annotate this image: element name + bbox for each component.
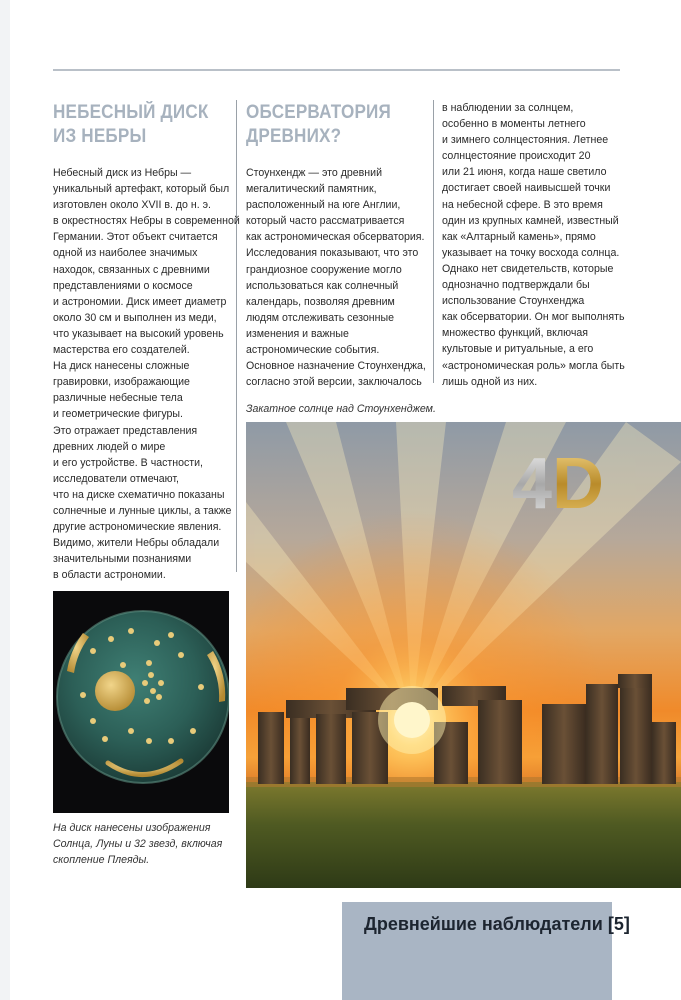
nebra-paragraph	[53, 165, 240, 583]
text-line: На диск нанесены сложные	[53, 360, 190, 373]
text-line: Видимо, жители Небры обладали	[53, 537, 220, 550]
text-line: использоваться как солнечный	[246, 279, 399, 292]
text-line: использование Стоунхенджа	[442, 295, 585, 308]
stonehenge-caption: Закатное солнце над Стоунхенджем.	[246, 403, 436, 415]
stonehenge-photo	[246, 422, 681, 888]
text-line: изменения и важные	[246, 327, 349, 340]
observatory-heading	[246, 101, 391, 149]
text-line: представлениями о космосе	[53, 279, 193, 292]
text-line: как астрономическая обсерватория.	[246, 231, 425, 244]
text-line: Стоунхендж — это древний	[246, 167, 382, 179]
text-line: различные небесные тела	[53, 392, 183, 405]
text-line: другие астрономические явления.	[53, 521, 222, 534]
heading-line: НЕБЕСНЫЙ ДИСК	[53, 102, 209, 123]
text-line: Исследования показывают, что это	[246, 247, 419, 260]
text-line: «астрономическая роль» могла быть	[442, 359, 625, 372]
text-line: лишь одной из них.	[442, 375, 538, 388]
4d-logo-4: 4	[512, 444, 547, 524]
stonehenge-paragraph-continued	[442, 100, 625, 390]
text-line: расположенный на юге Англии,	[246, 199, 401, 212]
text-line: солнечные и лунные циклы, а также	[53, 504, 232, 517]
text-line: и зимнего солнцестояния. Летнее	[442, 134, 609, 147]
text-line: мегалитический памятник,	[246, 183, 377, 196]
heading-line: ОБСЕРВАТОРИЯ	[246, 102, 391, 123]
page-number: [5]	[607, 914, 630, 934]
text-line: Однако нет свидетельств, которые	[442, 262, 614, 275]
text-line: особенно в моменты летнего	[442, 118, 586, 131]
stonehenge-sunset-illustration	[246, 422, 681, 888]
text-line: достигает своей наивысшей точки	[442, 182, 611, 195]
column-divider-right	[433, 100, 434, 383]
text-line: в наблюдении за солнцем,	[442, 102, 574, 114]
page-edge-strip	[0, 0, 10, 1000]
nebra-disk-photo	[53, 591, 229, 813]
text-line: что на диске схематично показаны	[53, 488, 225, 501]
text-line: На диск нанесены изображения	[53, 822, 211, 834]
text-line: в области астрономии.	[53, 569, 166, 582]
nebra-heading	[53, 101, 209, 149]
text-line: одной из наиболее значимых	[53, 247, 198, 260]
text-line: как обсерватории. Он мог выполнять	[442, 311, 625, 324]
section-title: Древнейшие наблюдатели	[364, 914, 603, 934]
text-line: и геометрические фигуры.	[53, 408, 183, 421]
nebra-photo-caption	[53, 820, 222, 868]
text-line: гравировки, изображающие	[53, 376, 190, 389]
text-line: на небесной сфере. В это время	[442, 198, 603, 211]
text-line: грандиозное сооружение могло	[246, 263, 402, 276]
text-line: исследователи отмечают,	[53, 472, 179, 485]
text-line: один из крупных камней, известный	[442, 214, 619, 227]
top-rule	[53, 69, 620, 71]
text-line: Солнца, Луны и 32 звезд, включая	[53, 838, 223, 850]
text-line: Это отражает представления	[53, 424, 198, 437]
text-line: скопление Плеяды.	[53, 854, 150, 866]
nebra-disk-illustration	[53, 591, 229, 813]
stonehenge-paragraph	[246, 165, 426, 390]
text-line: древних людей о мире	[53, 440, 166, 453]
text-line: мастерства его создателей.	[53, 344, 190, 357]
text-line: Небесный диск из Небры —	[53, 167, 192, 179]
text-line: календарь, позволяя древним	[246, 295, 395, 308]
text-line: однозначно подтверждали бы	[442, 279, 590, 292]
4d-logo-d: D	[552, 444, 604, 524]
text-line: Основное назначение Стоунхенджа,	[246, 360, 426, 373]
footer-section-box	[342, 902, 630, 1000]
4d-logo	[512, 444, 604, 524]
text-line: астрономические события.	[246, 344, 380, 357]
text-line: солнцестояние происходит 20	[442, 150, 591, 163]
text-line: около 30 см и выполнен из меди,	[53, 311, 217, 324]
text-line: Германии. Этот объект считается	[53, 231, 218, 244]
text-line: в окрестностях Небры в современной	[53, 215, 240, 228]
text-line: множество функций, включая	[442, 327, 588, 340]
text-line: который часто рассматривается	[246, 215, 405, 228]
text-line: изготовлен около XVII в. до н. э.	[53, 199, 211, 212]
text-line: и астрономии. Диск имеет диаметр	[53, 295, 227, 308]
text-line: согласно этой версии, заключалось	[246, 376, 422, 389]
heading-line: ДРЕВНИХ?	[246, 126, 342, 147]
text-line: или 21 июня, когда наше светило	[442, 166, 607, 179]
text-line: что указывает на высокий уровень	[53, 327, 224, 340]
heading-line: ИЗ НЕБРЫ	[53, 126, 147, 147]
text-line: людям отслеживать сезонные	[246, 311, 394, 324]
text-line: уникальный артефакт, который был	[53, 183, 230, 196]
text-line: культовые и ритуальные, а его	[442, 343, 594, 356]
text-line: как «Алтарный камень», прямо	[442, 230, 596, 243]
text-line: и его устройстве. В частности,	[53, 456, 204, 469]
text-line: находок, связанных с древними	[53, 263, 210, 276]
footer-title	[364, 914, 630, 935]
text-line: указывает на точку восхода солнца.	[442, 246, 620, 259]
text-line: значительными познаниями	[53, 553, 192, 566]
